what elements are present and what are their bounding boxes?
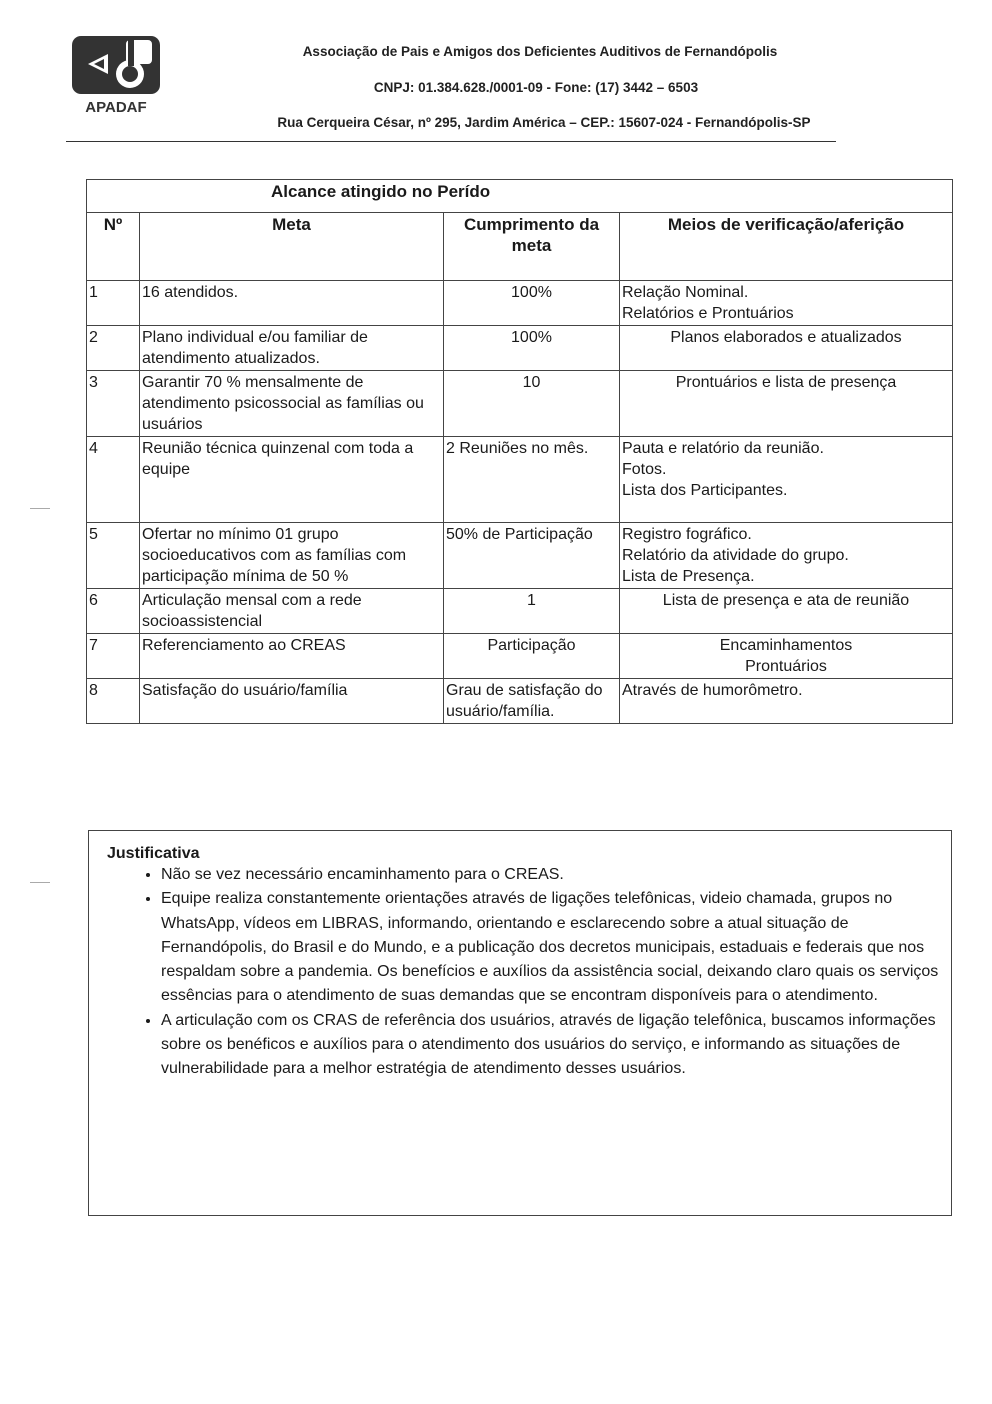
row-num: 5 [87, 523, 140, 589]
meios-line: Planos elaborados e atualizados [670, 329, 902, 346]
row-meios [620, 437, 953, 523]
meios-line: Relatórios e Prontuários [622, 305, 794, 322]
row-cumprimento: 2 Reuniões no mês. [444, 437, 620, 523]
row-num: 8 [87, 679, 140, 724]
meios-line: Lista de presença e ata de reunião [662, 592, 910, 609]
row-meta: 16 atendidos. [140, 281, 444, 326]
row-meta: Referenciamento ao CREAS [140, 634, 444, 679]
row-cumprimento: 10 [444, 371, 620, 437]
svg-text:APADAF: APADAF [85, 99, 147, 116]
row-cumprimento: 1 [444, 589, 620, 634]
row-num: 7 [87, 634, 140, 679]
justificativa-box [88, 830, 952, 1216]
row-num: 1 [87, 281, 140, 326]
table-title-row [87, 180, 953, 213]
cnpj-phone: CNPJ: 01.384.628./0001-09 - Fone: (17) 3442 – 6503 [373, 80, 699, 95]
row-cumprimento: Grau de satisfação do usuário/família. [444, 679, 620, 724]
header-divider [66, 141, 836, 142]
meios-line: Através de humorômetro. [622, 682, 803, 699]
table-title: Alcance atingido no Perído [87, 180, 953, 213]
justificativa-list [143, 863, 951, 1082]
meios-line: Encaminhamentos [719, 637, 853, 654]
org-name: Associação de Pais e Amigos dos Deficientes Auditivos de Fernandópolis [302, 44, 778, 59]
meios-line: Prontuários [745, 658, 827, 675]
row-meios [620, 326, 953, 371]
row-meios [620, 523, 953, 589]
row-cumprimento: 100% [444, 326, 620, 371]
table-row [87, 371, 953, 437]
row-num: 4 [87, 437, 140, 523]
table-row [87, 679, 953, 724]
justificativa-item: • Não se vez necessário encaminhamento para o CREAS. [161, 863, 951, 887]
row-meios [620, 589, 953, 634]
row-meios [620, 679, 953, 724]
meios-line: Relação Nominal. [622, 284, 749, 301]
row-meta: Ofertar no mínimo 01 grupo socioeducativos com as famílias com participação mínima de 50 % [140, 523, 444, 589]
row-meios [620, 281, 953, 326]
row-cumprimento: 50% de Participação [444, 523, 620, 589]
table-row [87, 281, 953, 326]
justificativa-item: • A articulação com os CRAS de referência dos usuários, através de ligação telefônica, buscamos informações sobre os benéficos e auxílios para o atendimento dos usuários do serviço, e informando as situações de vulnerabilidade para a melhor estratégia de atendimento desses usuários. [161, 1009, 951, 1082]
table-row [87, 437, 953, 523]
table-row [87, 634, 953, 679]
meios-line: Registro fográfico. [622, 526, 752, 543]
header-meta: Meta [140, 213, 444, 281]
table-row [87, 326, 953, 371]
row-meta: Articulação mensal com a rede socioassistencial [140, 589, 444, 634]
table-header-row [87, 213, 953, 281]
row-cumprimento: Participação [444, 634, 620, 679]
header-num: Nº [87, 213, 140, 281]
address: Rua Cerqueira César, nº 295, Jardim América – CEP.: 15607-024 - Fernandópolis-SP [277, 115, 811, 130]
row-num: 2 [87, 326, 140, 371]
row-meta: Satisfação do usuário/família [140, 679, 444, 724]
meios-line: Lista dos Participantes. [622, 482, 788, 499]
meios-line: Pauta e relatório da reunião. [622, 440, 824, 457]
table-row [87, 523, 953, 589]
table-body [87, 281, 953, 724]
row-num: 3 [87, 371, 140, 437]
row-meios [620, 371, 953, 437]
meios-line: Prontuários e lista de presença [675, 374, 897, 391]
meios-line: Fotos. [622, 461, 667, 478]
meios-line: Relatório da atividade do grupo. [622, 547, 849, 564]
scan-mark [30, 508, 50, 509]
row-meta: Garantir 70 % mensalmente de atendimento psicossocial as famílias ou usuários [140, 371, 444, 437]
row-meta: Plano individual e/ou familiar de atendimento atualizados. [140, 326, 444, 371]
header-meios: Meios de verificação/aferição [620, 213, 953, 281]
meios-line: Lista de Presença. [622, 568, 755, 585]
goals-table [86, 179, 953, 724]
row-cumprimento: 100% [444, 281, 620, 326]
justificativa-title: Justificativa [107, 845, 200, 862]
table-row [87, 589, 953, 634]
scan-mark [30, 882, 50, 883]
justificativa-item: • Equipe realiza constantemente orientações através de ligações telefônicas, videio chamada, grupos no WhatsApp, vídeos em LIBRAS, informando, orientando e esclarecendo sobre a atual situação de Fernandópolis, do Brasil e do Mundo, e a publicação dos decretos municipais, estaduais e federais que nos respaldam sobre a pandemia. Os benefícios e auxílios da assistência social, deixando claro quais os serviços essências para o atendimento de suas demandas que se encontram disponíveis para o atendimento. [161, 887, 951, 1008]
row-num: 6 [87, 589, 140, 634]
row-meios [620, 634, 953, 679]
row-meta: Reunião técnica quinzenal com toda a equipe [140, 437, 444, 523]
header-cumprimento: Cumprimento da meta [444, 213, 620, 281]
